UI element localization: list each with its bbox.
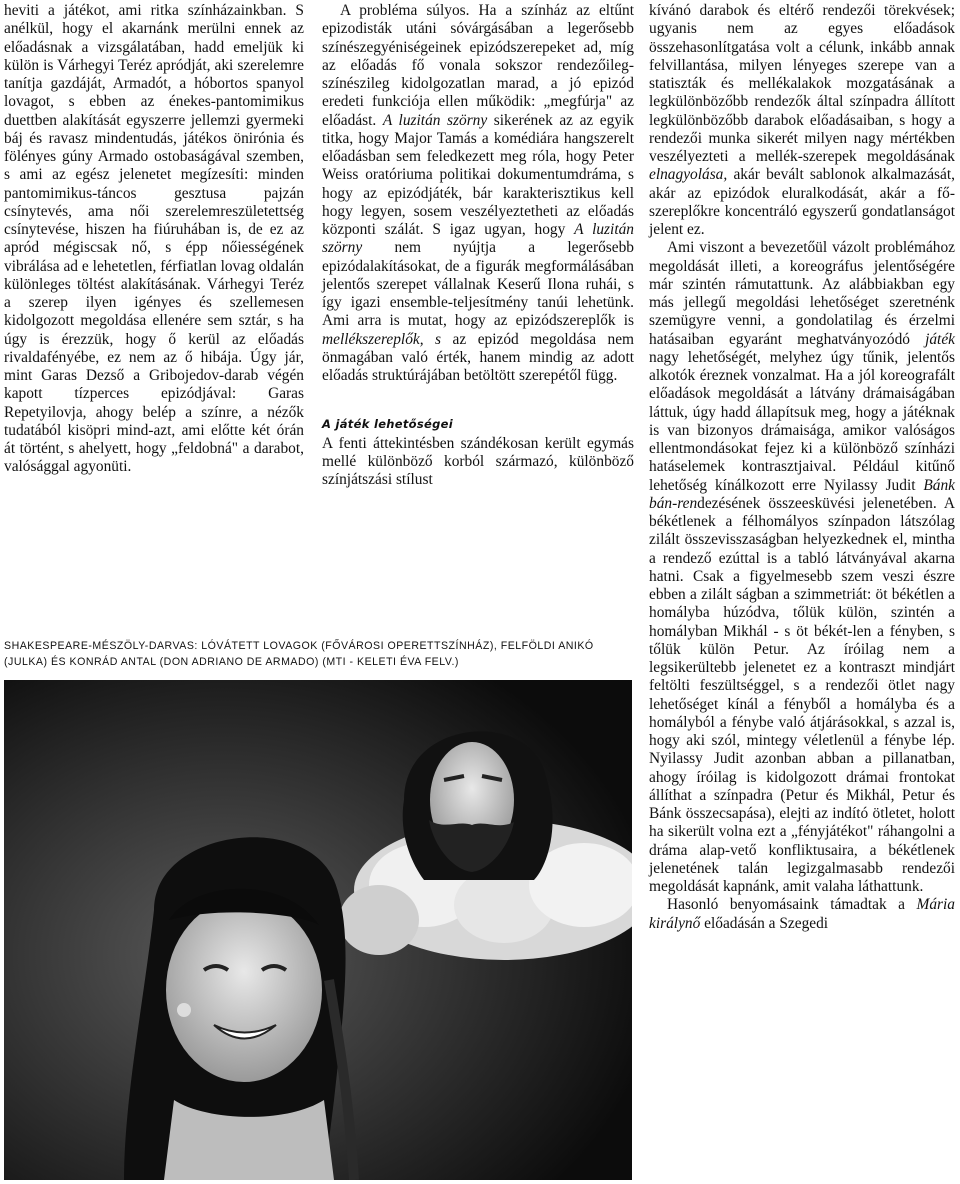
italic-title: A luzitán szörny [322,221,634,257]
stage-photograph [4,680,632,1180]
text-run: nagy lehetőségét, melyhez úgy tűnik, jelentős alkotók éreznek vonzalmat. Ha a jól koreografált előadások megoldását a látvány drámaiságában láttuk, úgy hadd állapítsuk meg, hogy a játéknak is van bizonyos drámaisága, amikor valóságos ellentmondásokat fejez ki a különböző színházi hatáselemek kontrasztjaival. Például kitűnő lehetőség kínálkozott erre Nyilassy Judit [649,348,955,494]
text-run: az epizód megoldása nem önmagában való érték, hanem mindig az adott előadás struktúrájában betöltött szerepétől függ. [322,330,635,384]
text-run: nem nyújtja a legerősebb epizódalakításokat, de a figurák megformálásában jelentős szerepet vállalnak Keserű Ilona ruhái, s így igazi ensemble-teljesítmény tanúi lehetünk. Ami arra is mutat, hogy az epizódszereplők is [322,239,634,330]
woman-figure [124,837,354,1180]
text-run: akár bevált sablonok alkalmazását, akár az epizódok eluralkodását, akár a fő-szereplőkre koncentráló egyszerű gondatlanságot jelent ez. [649,166,955,238]
italic-emphasis: mellékszereplők, s [322,330,442,348]
italic-title: Mária királynő [649,896,955,932]
text-run: A probléma súlyos. Ha a színház az eltűnt epizodisták utáni sóvárgásában a legerősebb színészegyéniségeinek epizódszerepeket ad, míg az előadás fő vonala sokszor rendezőileg-színészileg kidolgozatlan marad, a jó epizód eredeti funkciója ellen működik: „megfúrja" az előadást. [322,2,634,129]
italic-emphasis: elnagyolása, [649,166,728,184]
column-2-paragraph-2: A fenti áttekintésben szándékosan került egymás mellé különböző korból származó, különböző színjátszási stílust [322,434,634,488]
column-1 [4,2,304,477]
column-2 [322,2,634,489]
italic-title: A luzitán szörny [382,111,488,129]
text-run: előadásán a Szegedi [704,914,829,932]
photo-caption: SHAKESPEARE-MÉSZÖLY-DARVAS: LÓVÁTETT LOVAGOK (FŐVÁROSI OPERETTSZÍNHÁZ), FELFÖLDI ANIKÓ (JULKA) ÉS KONRÁD ANTAL (DON ADRIANO DE ARMADO) (MTI - KELETI ÉVA FELV.) [4,640,594,668]
column-3 [649,2,955,933]
text-run: dezésének összeesküvési jelenetében. A békétlenek a félhomályos színpadon látszólag zilált összevisszaságban helyezkednek el, mintha a rendező ezúttal is a tabló látványával akarna hatni. Csak a figyelmesebb szem veszi észre ebben a zilált ságban a szimmetriát: öt békétlen a homályba húzódva, tőlük külön, szintén a homályban Mikhál - s öt békét-len a fényben, s tőlük külön Petur. Az íróilag nem a legsikerültebb jelenetet ez a kontraszt mindjárt feltölti feszültséggel, s a rendezői ötlet nagy lehetőséget kínál a fényből a homályba és a homályból a fénybe való átjárásokkal, s azzal is, hogy aki szól, mintegy véletlenül a fénybe lép. Nyilassy Judit azonban abban a pillanatban, ahogy íróilag is kidolgozott drámai frontokat állíthat a színpadra (Petur és Mikhál, Petur és Bánk összecsapása), elejti az indító ötletet, holott ha sikerült volna ezt a „fényjátékot" ráhangolni a dráma alap-vető konfliktusaira, a békétlenek jelenetének talán legizgalmasabb rendezői megoldását kapnánk, amit valaha láthattunk. [649,494,955,895]
man-figure [403,731,553,880]
text-run: Hasonló benyomásaink támadtak a [667,896,905,914]
section-subheading: A játék lehetőségei [322,417,453,432]
italic-emphasis: játék [925,330,955,348]
text-run: sikerének az az egyik titka, hogy Major Tamás a komédiára hangszerelt előadásban sem feledkezett meg róla, hogy Peter Weiss oratóriuma politikai dokumentumdráma, s hogy az epizódjáték, bár karakterisztikus kell hogy legyen, sosem veszélyeztetheti az előadás központi szálát. S igaz ugyan, hogy [322,111,634,238]
column-2-paragraph-1 [322,2,634,385]
photograph-illustration [4,680,632,1180]
column-3-paragraph-2 [649,239,955,896]
column-1-text: heviti a játékot, ami ritka színházainkban. S anélkül, hogy el akarnánk merülni ennek az előadásnak a vizsgálatában, hadd emeljük ki külön is Várhegyi Teréz apródját, aki szerelemre tanítja gazdáját, Armadót, a hóbortos spanyol lovagot, s ebben az énekes-pantomimikus duettben alakítását egyszerre jellemzi gyermeki báj és ravasz mindentudás, játékos önirónia és fölényes gúny Armado ostobaságával szemben, s ami az egész jelenetet megízesíti: minden pantomimikus-táncos gesztusa pajzán csínytevés, ama női szerelemreszületettség csínytevése, hiszen ha fiúruhában is, de ez az apród mégiscsak nő, s épp nőiességének vibrálása ad e lehetetlen, férfiatlan lovag oldalán különleges töltést alakításának. Várhegyi Teréz a szerep ilyen igényes és szellemesen kidolgozott megoldása ellenére sem sztár, s ha úgy is érezzük, hogy ő kerül az előadás rivaldafényébe, ez nem az ő hibája. Úgy jár, mint Garas Dezső a Gribojedov-darab végén kapott tízperces epizódjával: Garas Repetyilovja, ahogy belép a színre, a nézők tudatából kisöpri mind-azt, ami előtte két órán át történt, s ahelyett, hogy „feldobná" a darabot, valósággal agyonüti. [4,2,304,476]
text-run: Ami viszont a bevezetőül vázolt problémához megoldását illeti, a koreográfus jelentőségére már szintén rámutattunk. Az alábbiakban egy más jellegű megoldási lehetőséget szeretnénk szemügyre venni, a gondolatilag és érzelmi hatásaiban egyaránt meghatványozódó [649,239,955,348]
column-3-paragraph-3 [649,896,955,933]
text-run: kívánó darabok és eltérő rendezői törekvések; ugyanis nem az egyes előadások összehasonlítgatása volt a célunk, inkább annak felvillantása, milyen lényeges szerepe van a statiszták és mellékalakok mozgatásának a legkülönbözőbb rendezők által színpadra állított legkülönbözőbb darabok előadásaiban, s hogy a rendezői munka sikerét milyen nagy mértékben veszélyezteti a mellék-szerepek megoldásának [649,2,955,165]
italic-title: Bánk bán-ren [649,476,955,512]
column-3-paragraph-1 [649,2,955,239]
